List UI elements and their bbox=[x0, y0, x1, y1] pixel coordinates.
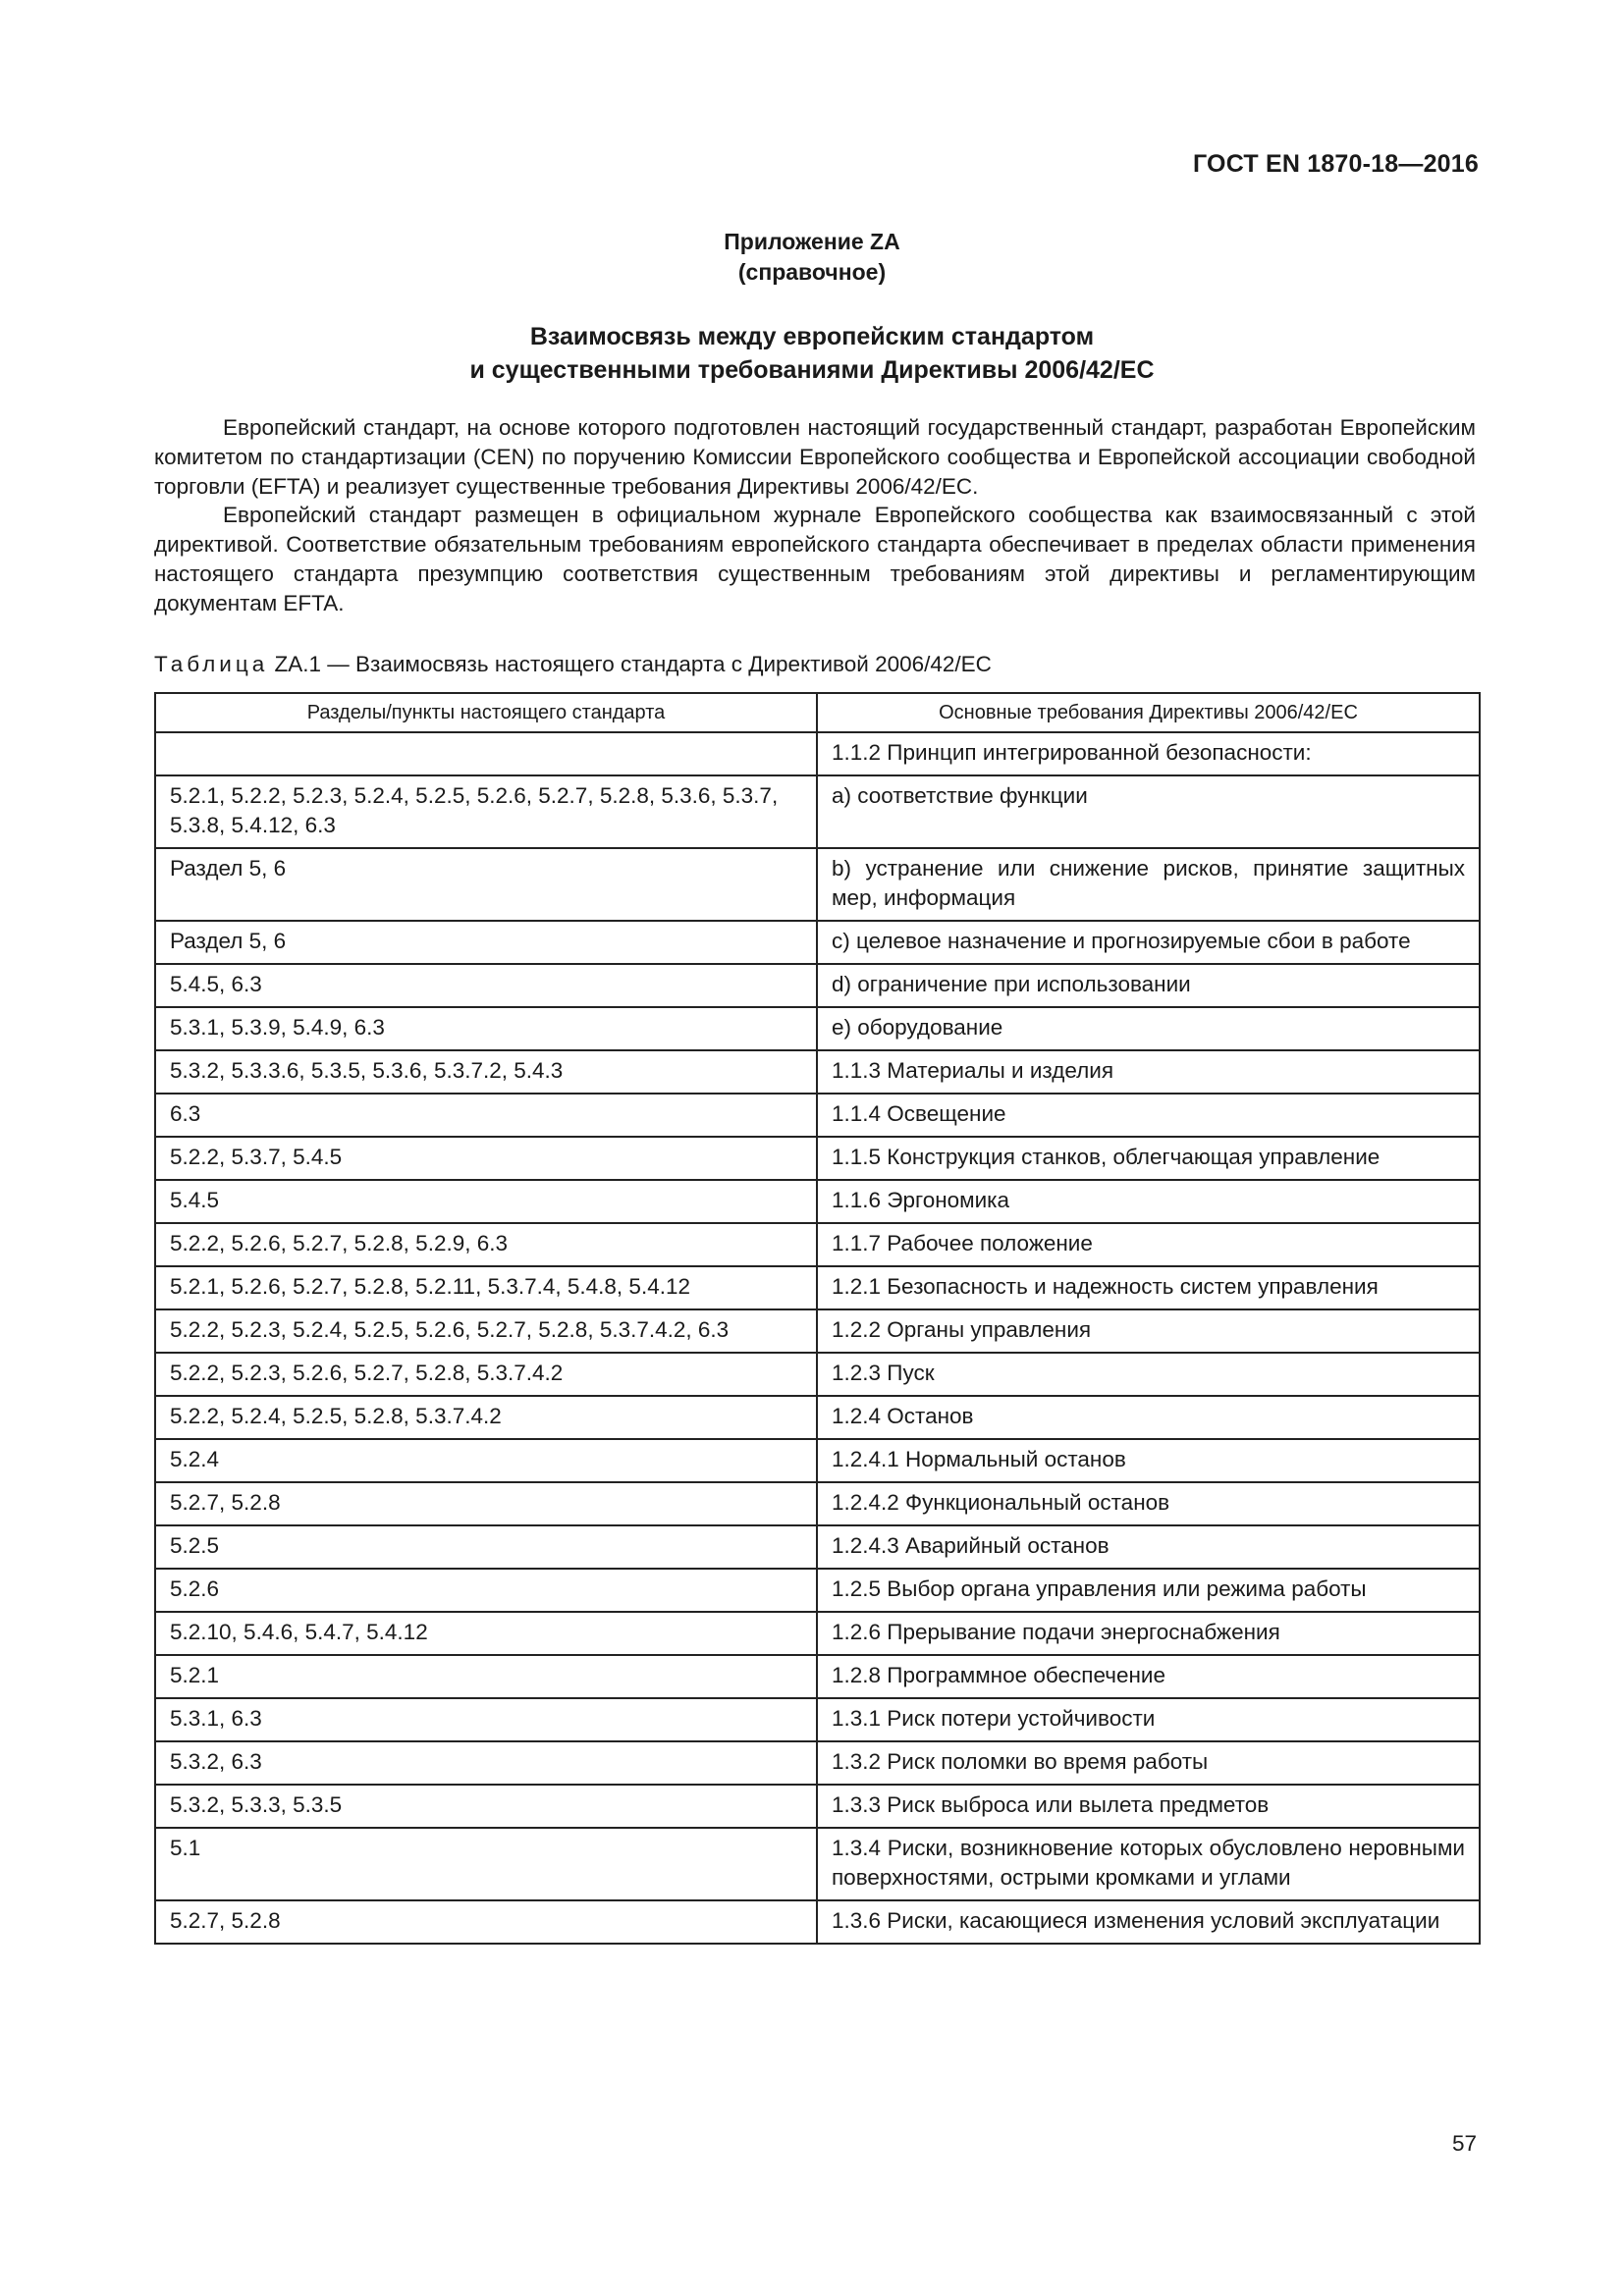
directive-requirement-cell: b) устранение или снижение рисков, принятие защитных мер, информация bbox=[817, 848, 1480, 921]
table-row bbox=[155, 1396, 1480, 1439]
table-row bbox=[155, 1525, 1480, 1569]
directive-requirement-cell: 1.2.6 Прерывание подачи энергоснабжения bbox=[817, 1612, 1480, 1655]
column-header-requirements: Основные требования Директивы 2006/42/ЕС bbox=[817, 693, 1480, 732]
standard-clauses-cell: 5.2.2, 5.2.3, 5.2.6, 5.2.7, 5.2.8, 5.3.7.4.2 bbox=[155, 1353, 817, 1396]
appendix-name: Приложение ZA bbox=[724, 229, 900, 254]
table-caption-label: Таблица bbox=[154, 652, 269, 676]
intro-paragraph-2: Европейский стандарт размещен в официальном журнале Европейского сообщества как взаимосвязанный с этой директивой. Соответствие обязательным требованиям европейского стандарта обеспечивает в пределах области применения настоящего стандарта презумпцию соответствия существенным требованиям этой директивы и регламентирующим документам EFTA. bbox=[154, 503, 1476, 615]
table-row bbox=[155, 1266, 1480, 1309]
standard-clauses-cell: 5.3.1, 6.3 bbox=[155, 1698, 817, 1741]
standard-clauses-cell: 5.2.4 bbox=[155, 1439, 817, 1482]
table-row bbox=[155, 1180, 1480, 1223]
table-row bbox=[155, 775, 1480, 848]
standard-clauses-cell: 5.2.1 bbox=[155, 1655, 817, 1698]
standard-clauses-cell: 5.2.10, 5.4.6, 5.4.7, 5.4.12 bbox=[155, 1612, 817, 1655]
table-row bbox=[155, 1569, 1480, 1612]
table-row bbox=[155, 1482, 1480, 1525]
directive-requirement-cell: 1.1.2 Принцип интегрированной безопасности: bbox=[817, 732, 1480, 775]
table-row bbox=[155, 732, 1480, 775]
standard-clauses-cell: 5.2.6 bbox=[155, 1569, 817, 1612]
directive-requirement-cell: 1.2.8 Программное обеспечение bbox=[817, 1655, 1480, 1698]
standard-clauses-cell: 6.3 bbox=[155, 1094, 817, 1137]
section-title bbox=[0, 320, 1624, 387]
standard-clauses-cell: 5.2.2, 5.2.4, 5.2.5, 5.2.8, 5.3.7.4.2 bbox=[155, 1396, 817, 1439]
section-title-line-2: и существенными требованиями Директивы 2006/42/ЕС bbox=[469, 356, 1155, 384]
table-row bbox=[155, 1137, 1480, 1180]
table-row bbox=[155, 1094, 1480, 1137]
directive-requirement-cell: 1.2.3 Пуск bbox=[817, 1353, 1480, 1396]
table-row bbox=[155, 921, 1480, 964]
section-title-line-1: Взаимосвязь между европейским стандартом bbox=[529, 323, 1095, 350]
table-caption bbox=[154, 650, 992, 679]
directive-requirement-cell: 1.1.3 Материалы и изделия bbox=[817, 1050, 1480, 1094]
table-row bbox=[155, 1698, 1480, 1741]
standard-clauses-cell: 5.4.5, 6.3 bbox=[155, 964, 817, 1007]
table-row bbox=[155, 1309, 1480, 1353]
directive-requirement-cell: 1.3.2 Риск поломки во время работы bbox=[817, 1741, 1480, 1785]
table-row bbox=[155, 848, 1480, 921]
standard-clauses-cell: 5.2.2, 5.2.3, 5.2.4, 5.2.5, 5.2.6, 5.2.7, 5.2.8, 5.3.7.4.2, 6.3 bbox=[155, 1309, 817, 1353]
appendix-type: (справочное) bbox=[737, 259, 887, 285]
table-header-row bbox=[155, 693, 1480, 732]
intro-paragraph-1: Европейский стандарт, на основе которого подготовлен настоящий государственный стандарт, разработан Европейским комитетом по стандартизации (CEN) по поручению Комиссии Европейского сообщества и Европейской ассоциации свободной торговли (EFTA) и реализует существенные требования Директивы 2006/42/ЕС. bbox=[154, 415, 1476, 499]
table-row bbox=[155, 1223, 1480, 1266]
directive-requirement-cell: 1.2.5 Выбор органа управления или режима работы bbox=[817, 1569, 1480, 1612]
directive-requirement-cell: 1.2.4 Останов bbox=[817, 1396, 1480, 1439]
directive-requirement-cell: 1.1.5 Конструкция станков, облегчающая управление bbox=[817, 1137, 1480, 1180]
page-number: 57 bbox=[1451, 2131, 1477, 2156]
standard-clauses-cell: 5.2.2, 5.3.7, 5.4.5 bbox=[155, 1137, 817, 1180]
standard-clauses-cell: 5.4.5 bbox=[155, 1180, 817, 1223]
directive-requirement-cell: с) целевое назначение и прогнозируемые сбои в работе bbox=[817, 921, 1480, 964]
directive-requirement-cell: d) ограничение при использовании bbox=[817, 964, 1480, 1007]
table-body bbox=[155, 732, 1480, 1944]
directive-requirement-cell: 1.3.4 Риски, возникновение которых обусловлено неровными поверхностями, острыми кромками и углами bbox=[817, 1828, 1480, 1900]
standard-clauses-cell: 5.2.7, 5.2.8 bbox=[155, 1482, 817, 1525]
appendix-heading bbox=[0, 227, 1624, 288]
directive-requirement-cell: 1.1.7 Рабочее положение bbox=[817, 1223, 1480, 1266]
table-caption-text: ZA.1 — Взаимосвязь настоящего стандарта с Директивой 2006/42/ЕС bbox=[274, 652, 992, 676]
table-row bbox=[155, 1007, 1480, 1050]
directive-requirement-cell: е) оборудование bbox=[817, 1007, 1480, 1050]
table-row bbox=[155, 1900, 1480, 1944]
directive-requirement-cell: 1.1.4 Освещение bbox=[817, 1094, 1480, 1137]
standard-clauses-cell: 5.2.7, 5.2.8 bbox=[155, 1900, 817, 1944]
directive-requirement-cell: 1.2.4.1 Нормальный останов bbox=[817, 1439, 1480, 1482]
directive-requirement-cell: 1.2.4.2 Функциональный останов bbox=[817, 1482, 1480, 1525]
document-code: ГОСТ EN 1870-18—2016 bbox=[1193, 150, 1479, 178]
standard-clauses-cell: 5.1 bbox=[155, 1828, 817, 1900]
directive-requirement-cell: 1.1.6 Эргономика bbox=[817, 1180, 1480, 1223]
table-row bbox=[155, 1353, 1480, 1396]
table-row bbox=[155, 1655, 1480, 1698]
standard-clauses-cell: 5.3.1, 5.3.9, 5.4.9, 6.3 bbox=[155, 1007, 817, 1050]
standard-clauses-cell bbox=[155, 732, 817, 775]
standard-clauses-cell: 5.3.2, 6.3 bbox=[155, 1741, 817, 1785]
directive-requirement-cell: 1.2.1 Безопасность и надежность систем управления bbox=[817, 1266, 1480, 1309]
standard-clauses-cell: 5.3.2, 5.3.3, 5.3.5 bbox=[155, 1785, 817, 1828]
standard-clauses-cell: 5.2.2, 5.2.6, 5.2.7, 5.2.8, 5.2.9, 6.3 bbox=[155, 1223, 817, 1266]
table-row bbox=[155, 1439, 1480, 1482]
standard-clauses-cell: 5.2.1, 5.2.2, 5.2.3, 5.2.4, 5.2.5, 5.2.6, 5.2.7, 5.2.8, 5.3.6, 5.3.7, 5.3.8, 5.4.12, 6.3 bbox=[155, 775, 817, 848]
standard-clauses-cell: Раздел 5, 6 bbox=[155, 921, 817, 964]
standard-clauses-cell: 5.3.2, 5.3.3.6, 5.3.5, 5.3.6, 5.3.7.2, 5.4.3 bbox=[155, 1050, 817, 1094]
intro-text bbox=[154, 413, 1476, 618]
standard-clauses-cell: Раздел 5, 6 bbox=[155, 848, 817, 921]
directive-requirement-cell: 1.3.3 Риск выброса или вылета предметов bbox=[817, 1785, 1480, 1828]
table-row bbox=[155, 1828, 1480, 1900]
column-header-sections: Разделы/пункты настоящего стандарта bbox=[155, 693, 817, 732]
directive-requirement-cell: 1.3.1 Риск потери устойчивости bbox=[817, 1698, 1480, 1741]
standard-clauses-cell: 5.2.1, 5.2.6, 5.2.7, 5.2.8, 5.2.11, 5.3.7.4, 5.4.8, 5.4.12 bbox=[155, 1266, 817, 1309]
table-row bbox=[155, 1612, 1480, 1655]
directive-requirement-cell: 1.3.6 Риски, касающиеся изменения условий эксплуатации bbox=[817, 1900, 1480, 1944]
table-row bbox=[155, 964, 1480, 1007]
directive-requirement-cell: 1.2.2 Органы управления bbox=[817, 1309, 1480, 1353]
standard-clauses-cell: 5.2.5 bbox=[155, 1525, 817, 1569]
directive-requirement-cell: а) соответствие функции bbox=[817, 775, 1480, 848]
table-row bbox=[155, 1050, 1480, 1094]
table-row bbox=[155, 1741, 1480, 1785]
directive-requirement-cell: 1.2.4.3 Аварийный останов bbox=[817, 1525, 1480, 1569]
table-row bbox=[155, 1785, 1480, 1828]
requirements-table bbox=[154, 692, 1481, 1945]
